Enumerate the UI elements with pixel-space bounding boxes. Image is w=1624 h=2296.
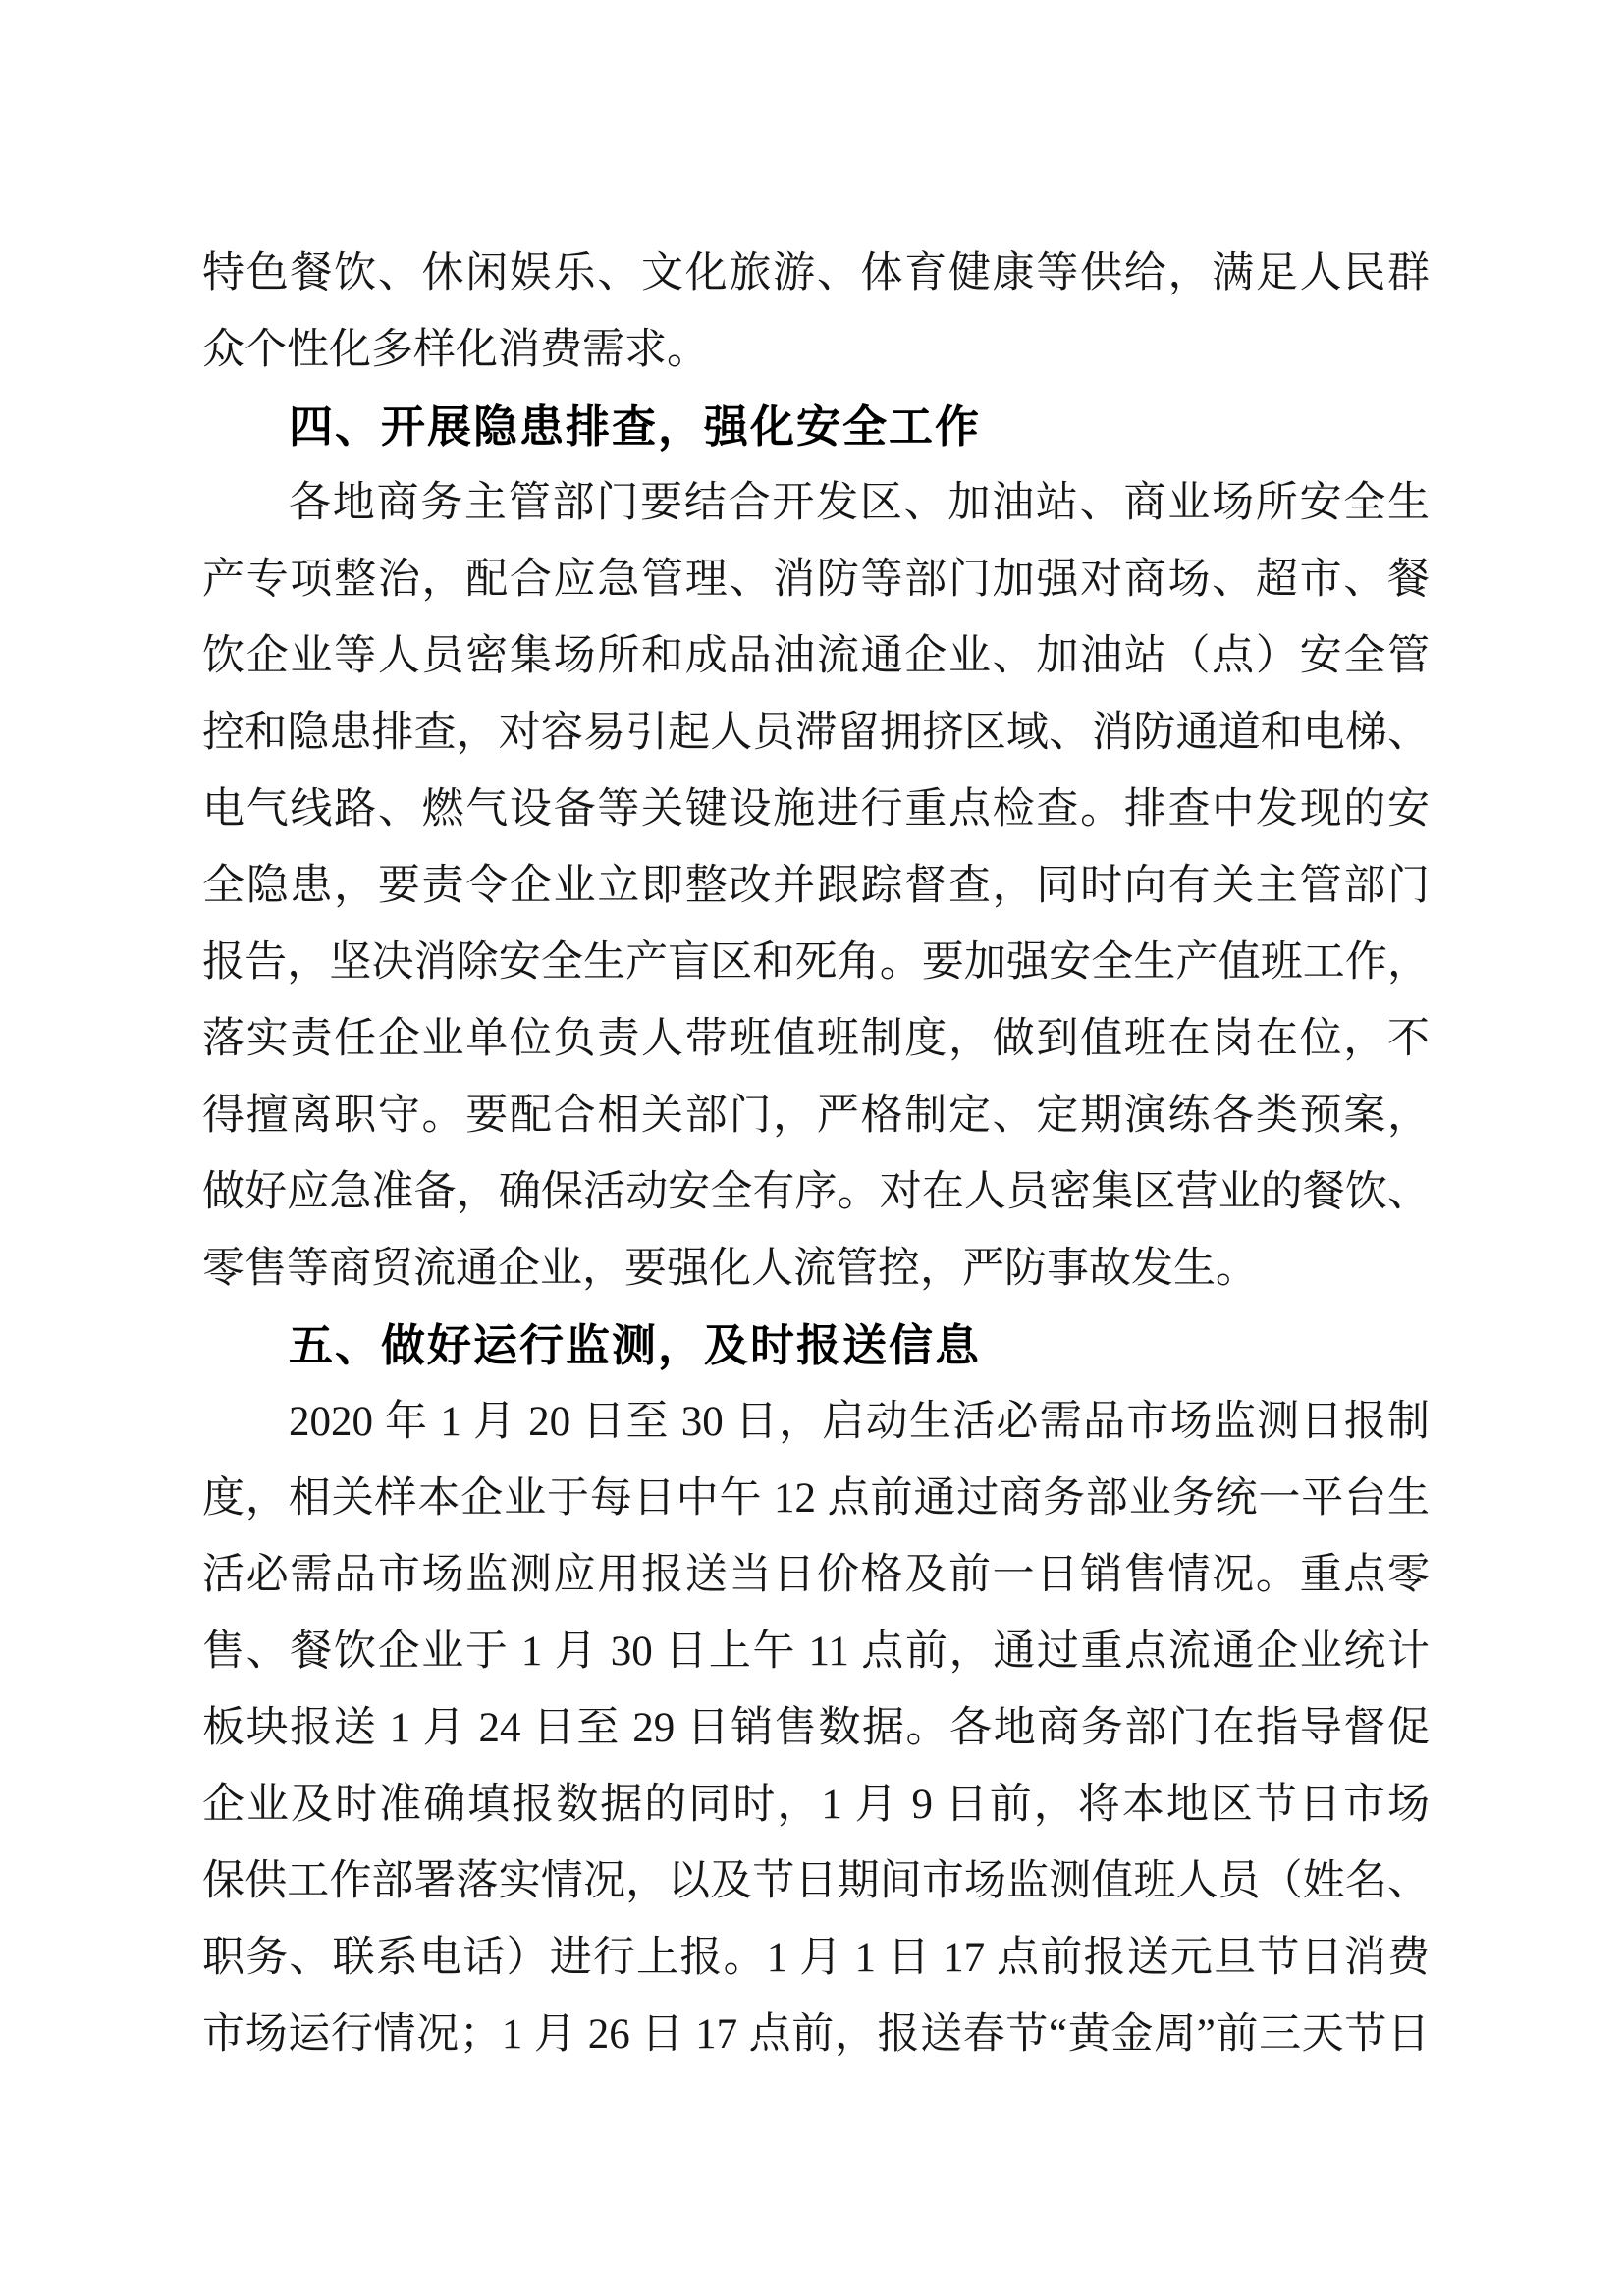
text-line: 零售等商贸流通企业，要强化人流管控，严防事故发生。 (202, 1246, 1258, 1292)
text-line: 活必需品市场监测应用报送当日价格及前一日销售情况。重点零 (202, 1552, 1430, 1598)
text-line: 特色餐饮、休闲娱乐、文化旅游、体育健康等供给，满足人民群 (202, 250, 1430, 296)
text-line: 度，相关样本企业于每日中午 12 点前通过商务部业务统一平台生 (202, 1475, 1430, 1522)
document-text (202, 236, 1430, 2073)
text-line: 职务、联系电话）进行上报。1 月 1 日 17 点前报送元旦节日消费 (202, 1935, 1430, 1981)
text-line: 产专项整治，配合应急管理、消防等部门加强对商场、超市、餐 (202, 557, 1430, 603)
text-line: 保供工作部署落实情况，以及节日期间市场监测值班人员（姓名、 (202, 1858, 1430, 1904)
text-line: 做好应急准备，确保活动安全有序。对在人员密集区营业的餐饮、 (202, 1169, 1430, 1215)
text-line: 售、餐饮企业于 1 月 30 日上午 11 点前，通过重点流通企业统计 (202, 1629, 1430, 1675)
text-line: 众个性化多样化消费需求。 (202, 327, 709, 373)
text-line: 饮企业等人员密集场所和成品油流通企业、加油站（点）安全管 (202, 633, 1430, 679)
text-line: 落实责任企业单位负责人带班值班制度，做到值班在岗在位，不 (202, 1016, 1430, 1062)
section-heading: 五、做好运行监测，及时报送信息 (289, 1320, 982, 1370)
text-line: 2020 年 1 月 20 日至 30 日，启动生活必需品市场监测日报制 (289, 1399, 1430, 1445)
text-line: 企业及时准确填报数据的同时，1 月 9 日前，将本地区节日市场 (202, 1782, 1430, 1828)
text-line: 控和隐患排查，对容易引起人员滞留拥挤区域、消防通道和电梯、 (202, 710, 1430, 756)
section-heading: 四、开展隐患排查，强化安全工作 (289, 401, 982, 452)
text-line: 报告，坚决消除安全生产盲区和死角。要加强安全生产值班工作， (202, 939, 1430, 986)
text-line: 全隐患，要责令企业立即整改并跟踪督查，同时向有关主管部门 (202, 863, 1430, 909)
text-line: 得擅离职守。要配合相关部门，严格制定、定期演练各类预案， (202, 1093, 1430, 1139)
text-line: 电气线路、燃气设备等关键设施进行重点检查。排查中发现的安 (202, 786, 1430, 832)
text-line: 各地商务主管部门要结合开发区、加油站、商业场所安全生 (289, 480, 1430, 526)
text-line: 市场运行情况；1 月 26 日 17 点前，报送春节“黄金周”前三天节日 (202, 2011, 1430, 2057)
text-line: 板块报送 1 月 24 日至 29 日销售数据。各地商务部门在指导督促 (202, 1705, 1430, 1751)
